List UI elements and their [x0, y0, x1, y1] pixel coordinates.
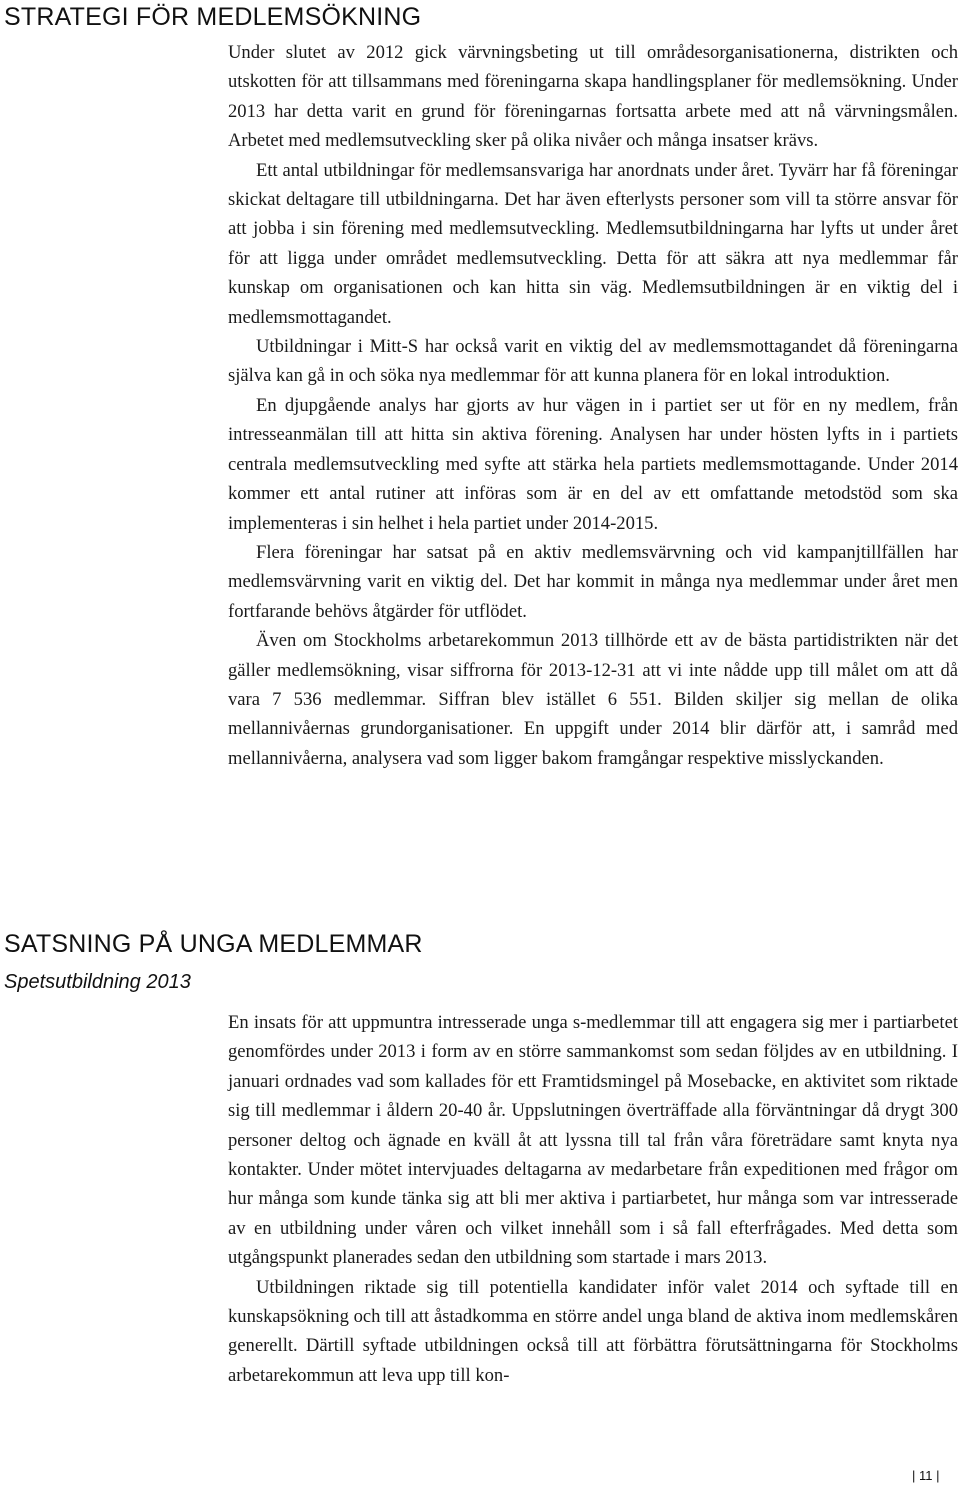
body-paragraph: Även om Stockholms arbetarekommun 2013 tillhörde ett av de bästa partidistrikten när det gäller medlemsökning, visar siffrorna för 2013-12-31 att vi inte nådde upp till målet om att då vara 7 536 medlemmar. Siffran blev istället 6 551. Bilden skiljer sig mellan de olika mellannivåernas grundorganisationer. En uppgift under 2014 blir därför att, i samråd med mellannivåerna, analysera vad som ligger bakom framgångar respektive misslyckanden.	[228, 630, 958, 769]
body-paragraph: Utbildningen riktade sig till potentiella kandidater inför valet 2014 och syftade till en kunskapsökning och till att åstadkomma en större andel unga bland de aktiva inom medlemskåren generellt. Därtill syftade utbildningen också till att förbättra förutsättningarna för Stockholms arbetarekommun att leva upp till kon-	[228, 1276, 958, 1386]
section-body-strategi	[228, 38, 958, 773]
body-paragraph: Flera föreningar har satsat på en aktiv medlemsvärvning och vid kampanjtillfällen har medlemsvärvning varit en viktig del. Det har kommit in många nya medlemmar under året men fortfarande behövs åtgärder för utflödet.	[228, 541, 958, 622]
section-body-satsning	[228, 1008, 958, 1390]
page-number-value: 11	[919, 1468, 933, 1483]
body-paragraph: En djupgående analys har gjorts av hur vägen in i partiet ser ut för en ny medlem, från intresseanmälan till att hitta sin aktiva förening. Analysen har under hösten lyfts in i partiets centrala medlemsutveckling med syfte att stärka hela partiets medlemsmottagande. Under 2014 kommer ett antal rutiner att införas som är en del av ett omfattande metodstöd som ska implementeras i sin helhet i hela partiet under 2014-2015.	[228, 394, 958, 534]
section-heading-strategi: STRATEGI FÖR MEDLEMSÖKNING	[4, 3, 422, 31]
section-heading-satsning: SATSNING PÅ UNGA MEDLEMMAR	[4, 930, 423, 958]
body-paragraph: Utbildningar i Mitt-S har också varit en viktig del av medlemsmottagandet då föreningarna själva kan gå in och söka nya medlemmar för att kunna planera för en lokal introduktion.	[228, 336, 958, 387]
body-paragraph: Under slutet av 2012 gick värvningsbeting ut till områdesorganisationerna, distrikten och utskotten för att tillsammans med föreningarna skapa handlingsplaner för medlemsökning. Under 2013 har detta varit en grund för föreningarnas fortsatta arbete med att nå värvningsmålen. Arbetet med medlemsutveckling sker på olika nivåer och många insatser krävs.	[228, 42, 958, 152]
body-paragraph: En insats för att uppmuntra intresserade unga s-medlemmar till att engagera sig mer i partiarbetet genomfördes under 2013 i form av en större sammankomst som sedan följdes av en utbildning. I januari ordnades vad som kallades för ett Framtidsmingel på Mosebacke, en aktivitet som riktade sig till medlemmar i åldern 20-40 år. Uppslutningen överträffade alla förväntningar då drygt 300 personer deltog och ägnade en kväll åt att lyssna till tal från våra företrädare samt knyta nya kontakter. Under mötet intervjuades deltagarna av medarbetare från expeditionen med frågor om hur många som kunde tänka sig att bli mer aktiva i partiarbetet, hur många som var intresserade av en utbildning under våren och vilket innehåll som i så fall efterfrågades. Med detta som utgångspunkt planerades sedan den utbildning som startade i mars 2013.	[228, 1012, 958, 1269]
body-paragraph: Ett antal utbildningar för medlemsansvariga har anordnats under året. Tyvärr har få föreningar skickat deltagare till utbildningarna. Det har även efterlysts personer som vill ta större ansvar för att jobba i sin förening med medlemsutveckling. Medlemsutbildningarna har lyfts ut under året för att ligga under området medlemsutveckling. Detta för att säkra att nya medlemmar får kunskap om organisationen och kan hitta sin väg. Medlemsutbildningen är en viktig del i medlemsmottagandet.	[228, 159, 958, 328]
section-subheading: Spetsutbildning 2013	[4, 971, 191, 993]
page-number: | 11 |	[912, 1468, 940, 1483]
